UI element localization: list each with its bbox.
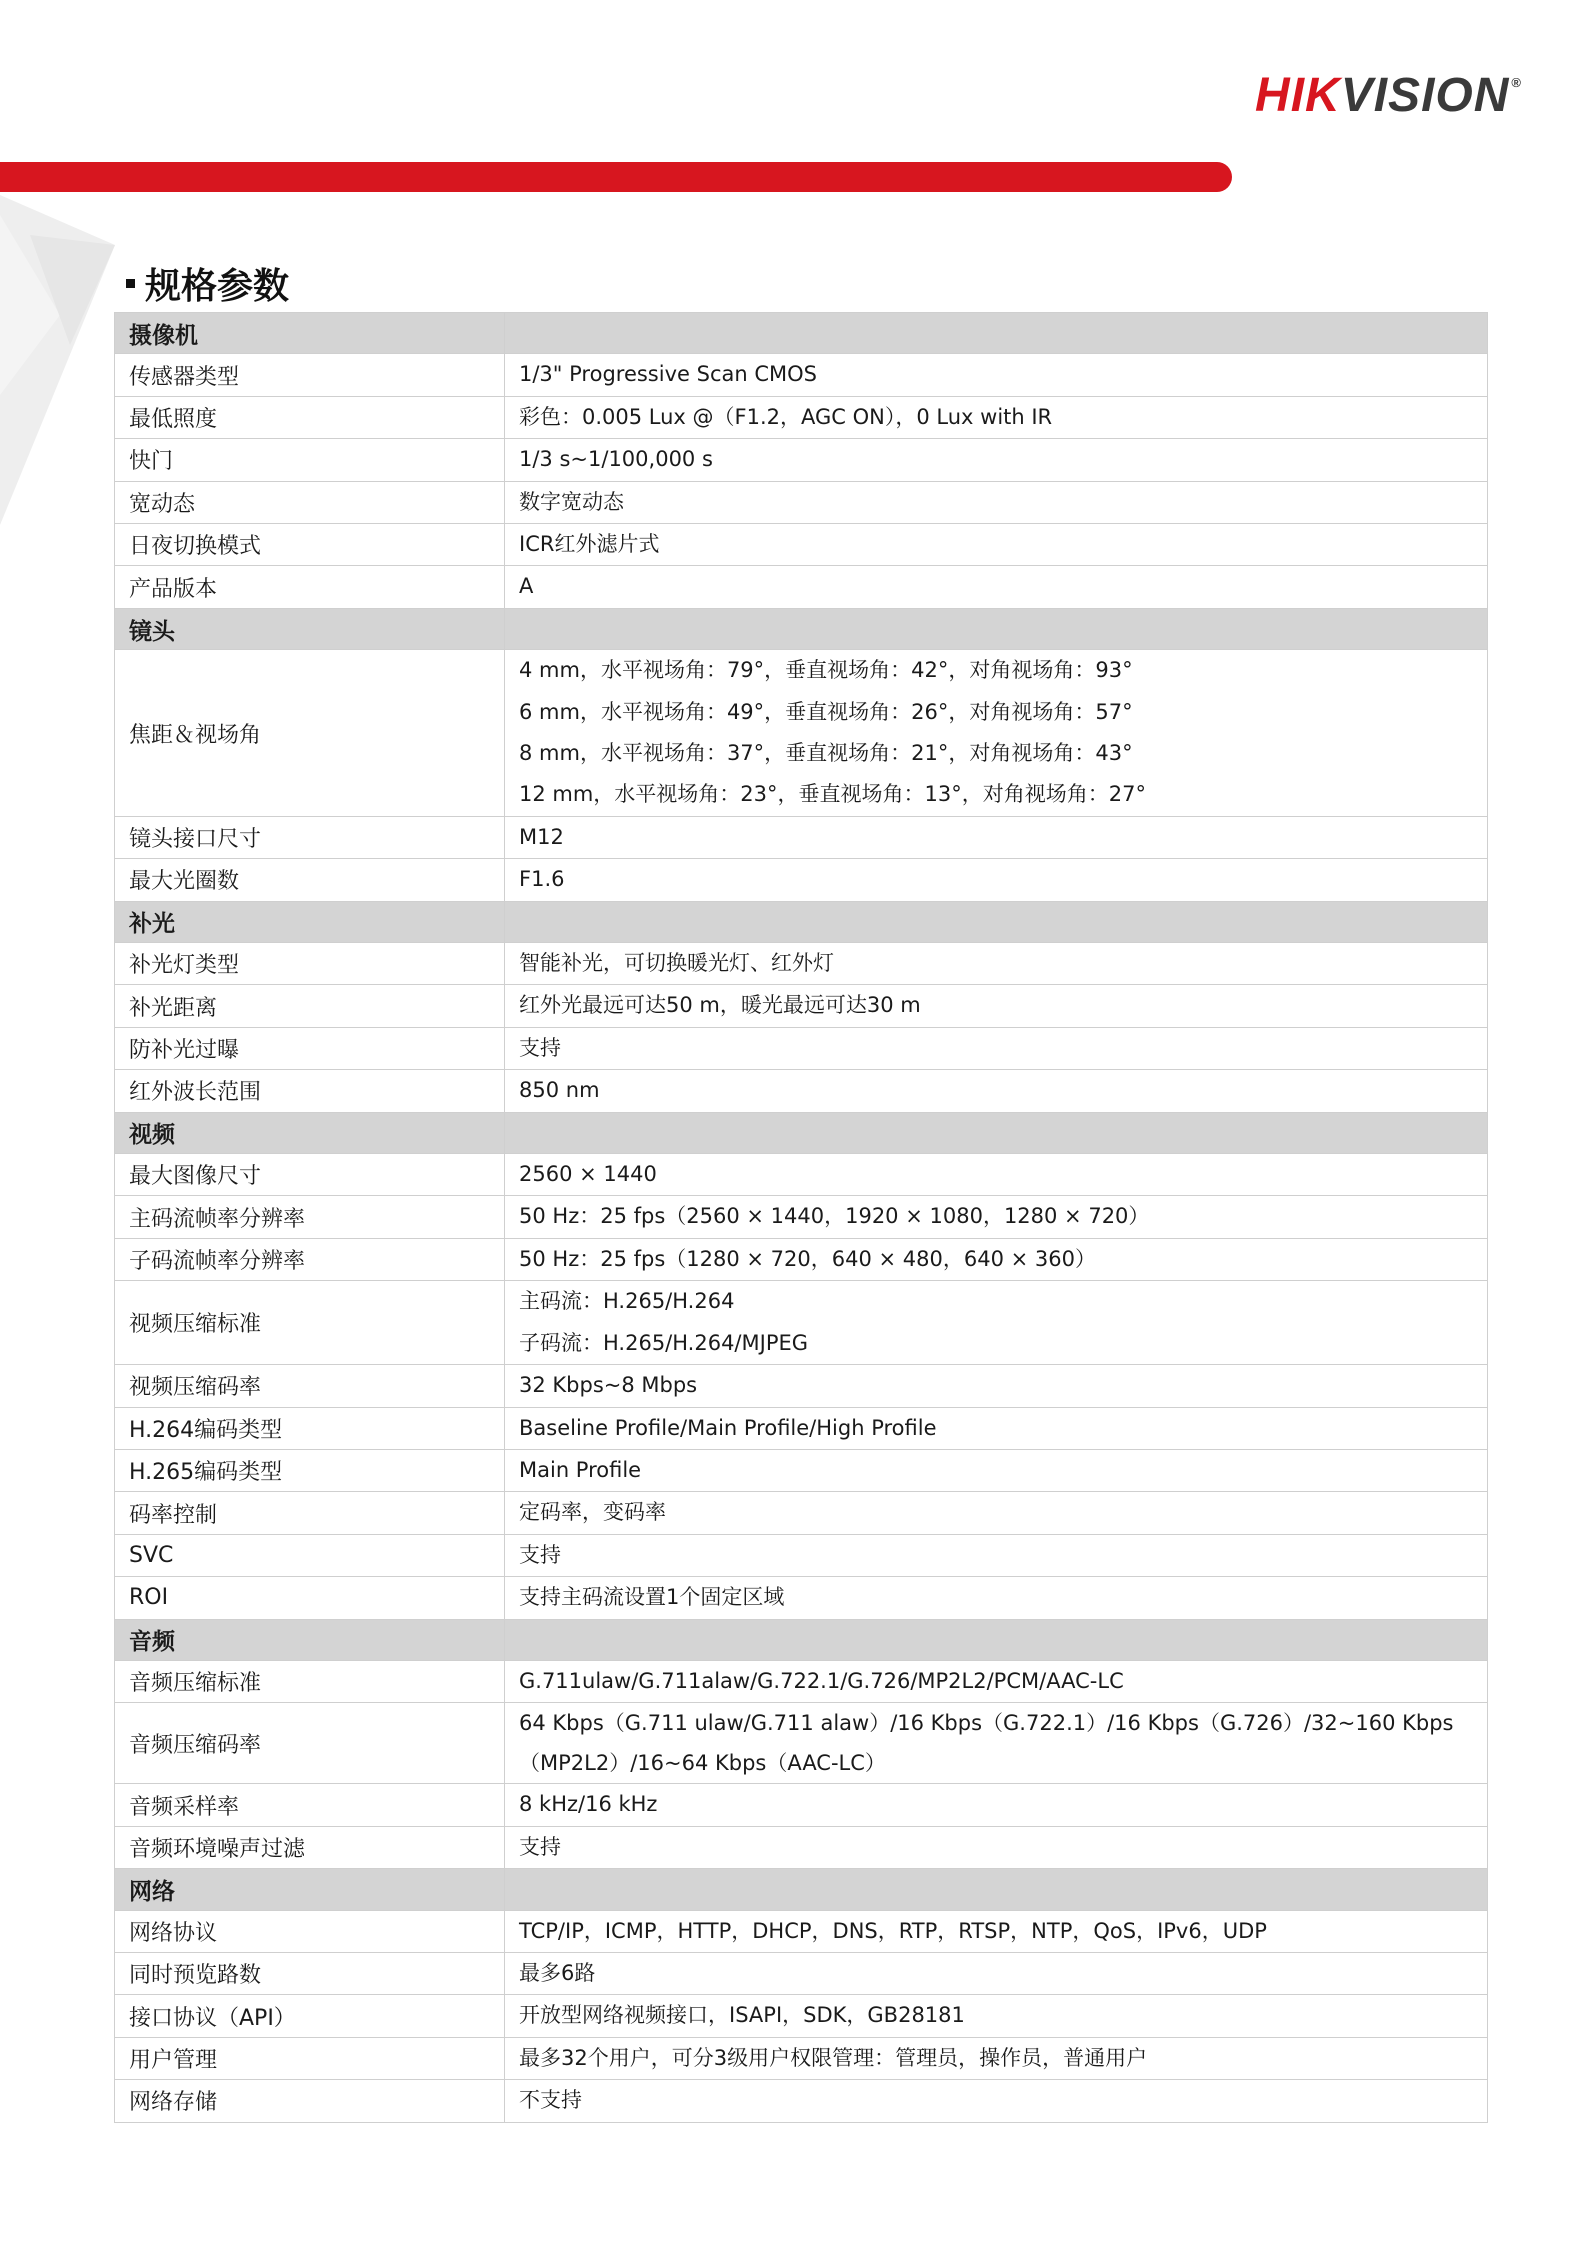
spec-label: 音频压缩标准: [115, 1660, 505, 1702]
spec-value-line: 数字宽动态: [519, 489, 624, 514]
spec-row: [115, 1281, 1488, 1365]
spec-value-line: 支持: [519, 1035, 561, 1060]
spec-label: 码率控制: [115, 1492, 505, 1534]
spec-value-line: 6 mm，水平视场角：49°，垂直视场角：26°，对角视场角：57°: [519, 699, 1133, 724]
spec-row: [115, 1027, 1488, 1069]
spec-value: [505, 2037, 1488, 2079]
spec-row: [115, 354, 1488, 396]
category-row: [115, 1112, 1488, 1153]
spec-table: [114, 312, 1488, 2123]
spec-value-line: 32 Kbps~8 Mbps: [519, 1373, 698, 1398]
category-title: 网络: [115, 1869, 505, 1910]
logo-text-red: HIK: [1255, 69, 1341, 122]
spec-value: [505, 1534, 1488, 1576]
category-filler: [505, 608, 1488, 649]
spec-value-line: 最多32个用户，可分3级用户权限管理：管理员，操作员，普通用户: [519, 2045, 1148, 2070]
spec-value: [505, 1910, 1488, 1952]
spec-value: [505, 1492, 1488, 1534]
spec-label: 镜头接口尺寸: [115, 816, 505, 858]
spec-label: 接口协议（API）: [115, 1995, 505, 2037]
spec-label: 同时预览路数: [115, 1952, 505, 1994]
spec-value: [505, 859, 1488, 901]
hikvision-logo: [1255, 69, 1522, 122]
spec-label: 最大图像尺寸: [115, 1154, 505, 1196]
spec-label: 日夜切换模式: [115, 524, 505, 566]
spec-value-line: 850 nm: [519, 1078, 600, 1103]
spec-value-line: M12: [519, 824, 564, 849]
spec-value-line: 1/3 s~1/100,000 s: [519, 447, 713, 472]
spec-label: 宽动态: [115, 481, 505, 523]
spec-label: 补光灯类型: [115, 943, 505, 985]
spec-label: 产品版本: [115, 566, 505, 608]
spec-row: [115, 1492, 1488, 1534]
spec-value-line: Baseline Profile/Main Profile/High Profile: [519, 1415, 937, 1440]
spec-value: [505, 1027, 1488, 1069]
spec-label: 音频环境噪声过滤: [115, 1826, 505, 1868]
spec-label: 主码流帧率分辨率: [115, 1196, 505, 1238]
spec-value-line: 50 Hz：25 fps（2560 × 1440，1920 × 1080，1280 × 720）: [519, 1204, 1150, 1229]
category-filler: [505, 313, 1488, 354]
spec-row: [115, 481, 1488, 523]
spec-label: 传感器类型: [115, 354, 505, 396]
spec-row: [115, 1449, 1488, 1491]
spec-value-line: 定码率，变码率: [519, 1500, 666, 1525]
spec-value: [505, 439, 1488, 481]
spec-value-line: 主码流：H.265/H.264: [519, 1289, 735, 1314]
spec-value: [505, 524, 1488, 566]
spec-value-line: 智能补光，可切换暖光灯、红外灯: [519, 951, 834, 976]
spec-row: [115, 816, 1488, 858]
spec-value-line: 2560 × 1440: [519, 1162, 657, 1187]
spec-row: [115, 1910, 1488, 1952]
spec-row: [115, 1660, 1488, 1702]
spec-label: SVC: [115, 1534, 505, 1576]
spec-value-line: G.711ulaw/G.711alaw/G.722.1/G.726/MP2L2/PCM/AAC-LC: [519, 1668, 1124, 1693]
spec-row: [115, 1784, 1488, 1826]
category-title: 视频: [115, 1112, 505, 1153]
spec-value: [505, 1449, 1488, 1491]
spec-label: H.264编码类型: [115, 1407, 505, 1449]
spec-value: [505, 1784, 1488, 1826]
spec-value: [505, 1154, 1488, 1196]
category-title: 音频: [115, 1619, 505, 1660]
spec-value: [505, 2080, 1488, 2122]
spec-value: [505, 1070, 1488, 1112]
spec-label: 网络协议: [115, 1910, 505, 1952]
spec-row: [115, 1238, 1488, 1280]
spec-value-line: 最多6路: [519, 1960, 596, 1985]
spec-row: [115, 1826, 1488, 1868]
spec-row: [115, 1154, 1488, 1196]
spec-value-line: 支持: [519, 1542, 561, 1567]
spec-value: [505, 1952, 1488, 1994]
spec-row: [115, 396, 1488, 438]
spec-row: [115, 566, 1488, 608]
spec-value-line: 1/3" Progressive Scan CMOS: [519, 362, 817, 387]
spec-label: 视频压缩标准: [115, 1281, 505, 1365]
spec-label: 红外波长范围: [115, 1070, 505, 1112]
category-filler: [505, 1112, 1488, 1153]
spec-value-line: 不支持: [519, 2088, 582, 2113]
spec-value-line: ICR红外滤片式: [519, 532, 660, 557]
spec-row: [115, 2080, 1488, 2122]
spec-label: H.265编码类型: [115, 1449, 505, 1491]
spec-label: ROI: [115, 1577, 505, 1619]
spec-label: 防补光过曝: [115, 1027, 505, 1069]
spec-label: 音频采样率: [115, 1784, 505, 1826]
category-row: [115, 1619, 1488, 1660]
spec-value: [505, 816, 1488, 858]
page-title: [126, 258, 289, 309]
spec-value: [505, 1238, 1488, 1280]
spec-value-line: 彩色：0.005 Lux @（F1.2，AGC ON），0 Lux with IR: [519, 404, 1053, 429]
decorative-shards: [0, 195, 130, 525]
spec-label: 网络存储: [115, 2080, 505, 2122]
spec-row: [115, 1365, 1488, 1407]
spec-value: [505, 650, 1488, 817]
category-title: 摄像机: [115, 313, 505, 354]
spec-row: [115, 1070, 1488, 1112]
page-title-text: 规格参数: [145, 266, 290, 307]
spec-label: 视频压缩码率: [115, 1365, 505, 1407]
spec-row: [115, 1703, 1488, 1784]
spec-value-line: 12 mm，水平视场角：23°，垂直视场角：13°，对角视场角：27°: [519, 782, 1146, 807]
title-bullet: [126, 279, 135, 288]
spec-value: [505, 354, 1488, 396]
spec-value: [505, 1703, 1488, 1784]
spec-value-line: TCP/IP，ICMP，HTTP，DHCP，DNS，RTP，RTSP，NTP，QoS，IPv6，UDP: [519, 1918, 1267, 1943]
spec-row: [115, 1407, 1488, 1449]
spec-value-line: 50 Hz：25 fps（1280 × 720，640 × 480，640 × 360）: [519, 1246, 1096, 1271]
spec-value: [505, 1826, 1488, 1868]
category-row: [115, 901, 1488, 942]
spec-label: 焦距＆视场角: [115, 650, 505, 817]
spec-row: [115, 1534, 1488, 1576]
spec-value-line: 4 mm，水平视场角：79°，垂直视场角：42°，对角视场角：93°: [519, 658, 1133, 683]
spec-value-line: 64 Kbps（G.711 ulaw/G.711 alaw）/16 Kbps（G.722.1）/16 Kbps（G.726）/32~160 Kbps（MP2L2）/16~64 Kbps（AAC-LC）: [519, 1711, 1454, 1776]
category-row: [115, 313, 1488, 354]
spec-row: [115, 524, 1488, 566]
category-filler: [505, 1869, 1488, 1910]
spec-row: [115, 439, 1488, 481]
spec-value: [505, 396, 1488, 438]
spec-value-line: 红外光最远可达50 m，暖光最远可达30 m: [519, 993, 921, 1018]
spec-value: [505, 1577, 1488, 1619]
spec-value: [505, 1281, 1488, 1365]
spec-label: 子码流帧率分辨率: [115, 1238, 505, 1280]
spec-value-line: 开放型网络视频接口，ISAPI，SDK，GB28181: [519, 2003, 965, 2028]
header-red-bar: [0, 162, 1232, 192]
spec-value: [505, 1196, 1488, 1238]
spec-value: [505, 943, 1488, 985]
registered-mark: ®: [1511, 75, 1522, 90]
spec-row: [115, 859, 1488, 901]
spec-row: [115, 2037, 1488, 2079]
spec-value: [505, 481, 1488, 523]
spec-value-line: A: [519, 574, 534, 599]
spec-value: [505, 985, 1488, 1027]
spec-label: 最低照度: [115, 396, 505, 438]
spec-row: [115, 1995, 1488, 2037]
spec-row: [115, 985, 1488, 1027]
spec-row: [115, 650, 1488, 817]
spec-value-line: 8 mm，水平视场角：37°，垂直视场角：21°，对角视场角：43°: [519, 741, 1133, 766]
spec-label: 用户管理: [115, 2037, 505, 2079]
spec-value: [505, 1995, 1488, 2037]
category-title: 补光: [115, 901, 505, 942]
spec-value-line: Main Profile: [519, 1457, 642, 1482]
spec-row: [115, 1577, 1488, 1619]
spec-label: 音频压缩码率: [115, 1703, 505, 1784]
logo-text-dark: VISION: [1340, 69, 1510, 122]
spec-row: [115, 1952, 1488, 1994]
spec-value: [505, 566, 1488, 608]
spec-label: 快门: [115, 439, 505, 481]
category-title: 镜头: [115, 608, 505, 649]
spec-value-line: F1.6: [519, 867, 565, 892]
spec-label: 补光距离: [115, 985, 505, 1027]
spec-value: [505, 1407, 1488, 1449]
spec-value: [505, 1660, 1488, 1702]
category-row: [115, 1869, 1488, 1910]
spec-value-line: 支持主码流设置1个固定区域: [519, 1585, 785, 1610]
spec-label: 最大光圈数: [115, 859, 505, 901]
spec-value: [505, 1365, 1488, 1407]
spec-row: [115, 943, 1488, 985]
spec-value-line: 支持: [519, 1834, 561, 1859]
category-filler: [505, 901, 1488, 942]
spec-value-line: 8 kHz/16 kHz: [519, 1792, 658, 1817]
spec-value-line: 子码流：H.265/H.264/MJPEG: [519, 1330, 809, 1355]
category-filler: [505, 1619, 1488, 1660]
category-row: [115, 608, 1488, 649]
spec-row: [115, 1196, 1488, 1238]
